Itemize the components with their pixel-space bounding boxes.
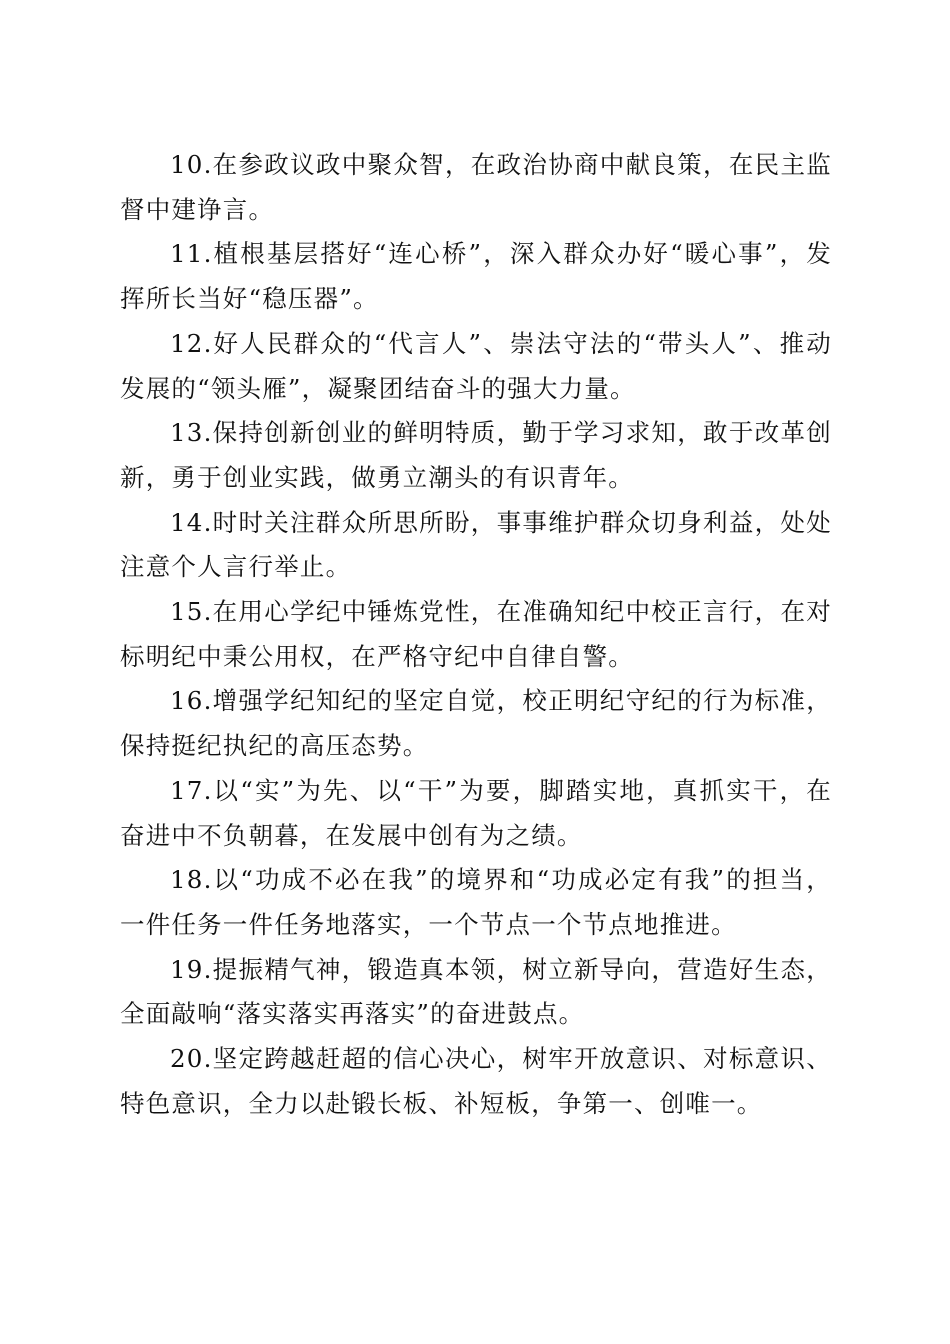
paragraph-14: 14.时时关注群众所思所盼，事事维护群众切身利益，处处注意个人言行举止。 <box>120 507 832 582</box>
paragraph-17: 17.以“实”为先、以“干”为要，脚踏实地，真抓实干，在奋进中不负朝暮，在发展中创有为之绩。 <box>120 775 832 850</box>
paragraph-10: 10.在参政议政中聚众智，在政治协商中献良策，在民主监督中建诤言。 <box>120 150 832 224</box>
paragraph-13: 13.保持创新创业的鲜明特质，勤于学习求知，敢于改革创新，勇于创业实践，做勇立潮头的有识青年。 <box>120 418 832 492</box>
document-body <box>120 143 832 1126</box>
paragraph-20: 20.坚定跨越赶超的信心决心，树牢开放意识、对标意识、特色意识，全力以赴锻长板、补短板，争第一、创唯一。 <box>120 1044 832 1118</box>
paragraph-18: 18.以“功成不必在我”的境界和“功成必定有我”的担当，一件任务一件任务地落实，一个节点一个节点地推进。 <box>120 865 832 939</box>
paragraph-12: 12.好人民群众的“代言人”、崇法守法的“带头人”、推动发展的“领头雁”，凝聚团结奋斗的强大力量。 <box>120 328 832 403</box>
paragraph-16: 16.增强学纪知纪的坚定自觉，校正明纪守纪的行为标准，保持挺纪执纪的高压态势。 <box>120 686 832 761</box>
paragraph-11: 11.植根基层搭好“连心桥”，深入群众办好“暖心事”，发挥所长当好“稳压器”。 <box>120 239 832 314</box>
paragraph-19: 19.提振精气神，锻造真本领，树立新导向，营造好生态，全面敲响“落实落实再落实”的奋进鼓点。 <box>120 954 832 1029</box>
paragraph-15: 15.在用心学纪中锤炼党性，在准确知纪中校正言行，在对标明纪中秉公用权，在严格守纪中自律自警。 <box>120 597 832 671</box>
